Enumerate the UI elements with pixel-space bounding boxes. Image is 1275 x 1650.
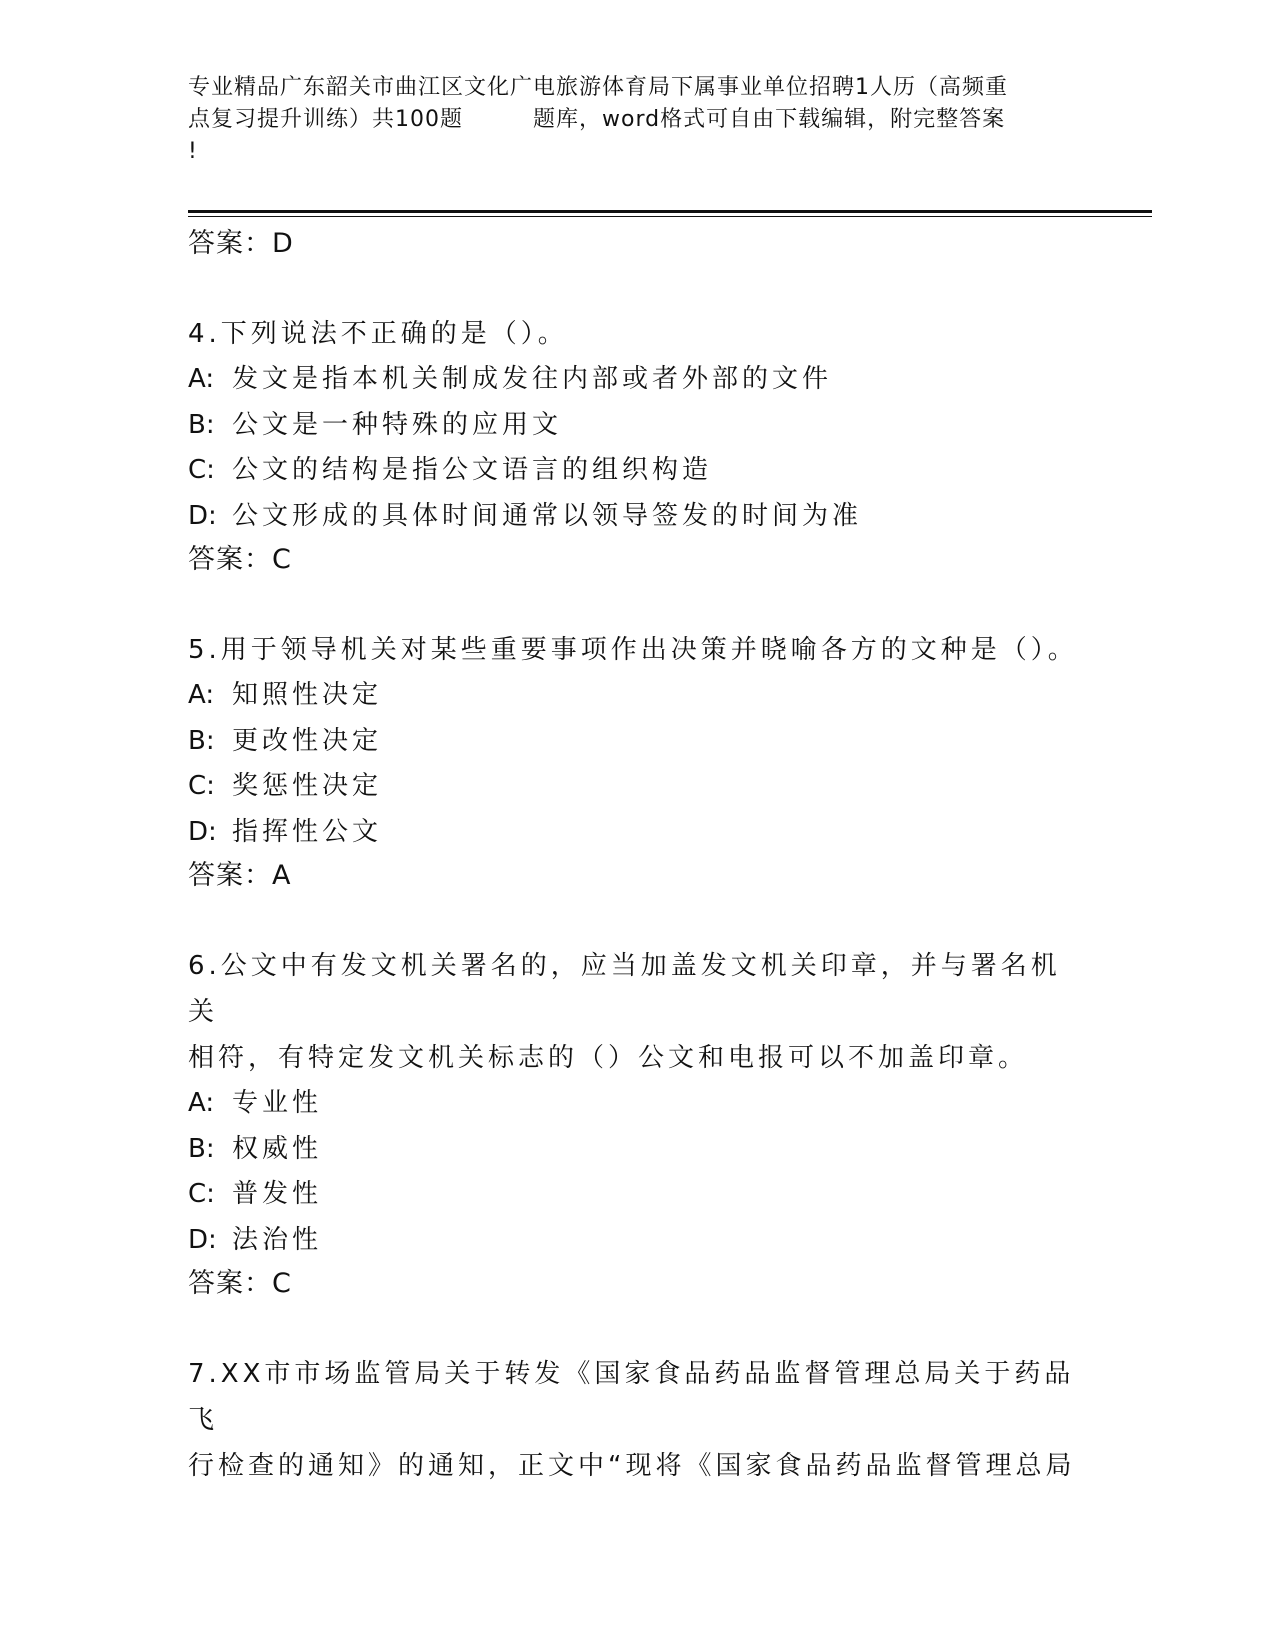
question-5 [188,627,1088,897]
question-text: 4.下列说法不正确的是（）。 [188,319,568,349]
option-c [188,764,1088,810]
option-text: 知照性决定 [232,680,383,710]
header-line-2-part-1: 点复习提升训练）共100题 [188,107,463,132]
option-key: D: [188,500,217,531]
header-line-2 [188,104,1088,136]
option-text: 指挥性公文 [232,816,383,847]
question-text: 6.公文中有发文机关署名的，应当加盖发文机关印章，并与署名机关 [188,951,1061,1027]
question-7 [188,1351,1088,1489]
option-key: A: [188,1088,215,1118]
answer: 答案：A [188,860,292,891]
header-divider-thin [188,216,1152,217]
question-text-continued: 相符，有特定发文机关标志的（）公文和电报可以不加盖印章。 [188,1043,1029,1073]
option-a [188,673,1088,719]
question-6 [188,943,1088,1305]
option-d [188,494,1088,540]
option-key: C: [188,455,215,485]
option-text: 法治性 [232,1224,323,1255]
option-key: D: [188,1224,217,1255]
question-4 [188,311,1088,581]
option-text: 普发性 [232,1179,323,1209]
option-key: B: [188,1133,215,1164]
question-list [188,223,1088,1489]
header-line-1: 专业精品广东韶关市曲江区文化广电旅游体育局下属事业单位招聘1人历（高频重 [188,75,1008,100]
answer: 答案：C [188,1268,292,1299]
option-b [188,1127,1088,1173]
option-key: A: [188,364,215,394]
option-key: B: [188,725,215,756]
previous-answer: 答案：D [188,228,294,259]
document-header [188,72,1088,168]
option-c [188,1172,1088,1218]
option-text: 权威性 [232,1133,323,1164]
option-c [188,448,1088,494]
option-text: 发文是指本机关制成发往内部或者外部的文件 [232,364,833,394]
option-d [188,810,1088,856]
header-line-3: ! [188,139,198,164]
option-key: B: [188,409,215,440]
option-text: 公文是一种特殊的应用文 [232,409,563,440]
option-key: C: [188,1179,215,1209]
option-text: 更改性决定 [232,725,383,756]
question-text-continued: 行检查的通知》的通知，正文中“现将《国家食品药品监督管理总局 [188,1451,1076,1481]
question-text: 7.XX市市场监管局关于转发《国家食品药品监督管理总局关于药品飞 [188,1359,1075,1435]
option-text: 公文形成的具体时间通常以领导签发的时间为准 [232,500,863,531]
option-text: 公文的结构是指公文语言的组织构造 [232,455,713,485]
option-a [188,357,1088,403]
option-a [188,1081,1088,1127]
option-b [188,719,1088,765]
header-divider-thick [188,210,1152,213]
question-text: 5.用于领导机关对某些重要事项作出决策并晓喻各方的文种是（）。 [188,635,1078,665]
option-key: C: [188,771,215,801]
option-text: 奖惩性决定 [232,771,383,801]
option-d [188,1218,1088,1264]
option-key: A: [188,680,215,710]
option-b [188,403,1088,449]
option-text: 专业性 [232,1088,323,1118]
header-line-2-part-2: 题库，word格式可自由下载编辑，附完整答案 [533,107,1006,132]
option-key: D: [188,816,217,847]
answer: 答案：C [188,544,292,575]
